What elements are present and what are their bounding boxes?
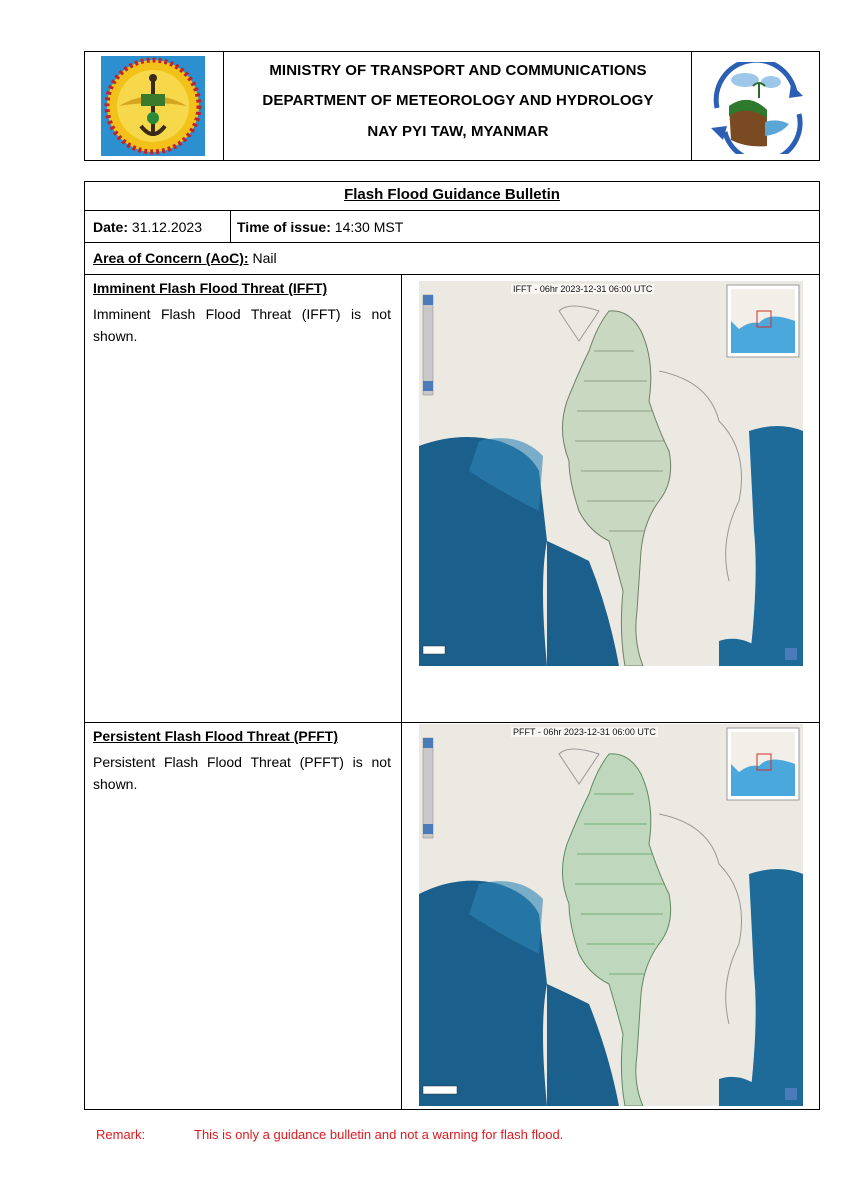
date-field <box>93 219 202 235</box>
issue-time-value: 14:30 MST <box>330 219 404 235</box>
ifft-map-caption: IFFT - 06hr 2023-12-31 06:00 UTC <box>513 284 653 294</box>
issue-time-label: Time of issue: <box>237 219 331 235</box>
pfft-map <box>419 724 803 1106</box>
issue-time-field <box>237 219 403 235</box>
remark <box>96 1127 563 1142</box>
ifft-description: Imminent Flash Flood Threat (IFFT) is not shown. <box>93 306 391 344</box>
remark-label: Remark: <box>96 1127 146 1142</box>
area-of-concern <box>93 250 277 266</box>
aoc-value: Nail <box>248 250 277 266</box>
date-value: 31.12.2023 <box>128 219 202 235</box>
date-label: Date: <box>93 219 129 235</box>
remark-text: This is only a guidance bulletin and not a warning for flash flood. <box>194 1127 564 1142</box>
pfft-description: Persistent Flash Flood Threat (PFFT) is not shown. <box>93 754 391 792</box>
department-name: DEPARTMENT OF METEOROLOGY AND HYDROLOGY <box>262 92 654 109</box>
ministry-name: MINISTRY OF TRANSPORT AND COMMUNICATIONS <box>269 62 647 79</box>
dmh-logo-icon <box>703 62 813 154</box>
header-box <box>84 51 820 161</box>
pfft-map-caption: PFFT - 06hr 2023-12-31 06:00 UTC <box>513 727 656 737</box>
ifft-map <box>419 281 803 666</box>
location-line: NAY PYI TAW, MYANMAR <box>367 123 549 140</box>
bulletin-table <box>84 181 820 1110</box>
ifft-heading: Imminent Flash Flood Threat (IFFT) <box>93 280 328 296</box>
aoc-label: Area of Concern (AoC): <box>93 250 249 266</box>
ministry-emblem-icon <box>101 56 205 156</box>
pfft-heading: Persistent Flash Flood Threat (PFFT) <box>93 728 339 744</box>
bulletin-title: Flash Flood Guidance Bulletin <box>344 186 560 203</box>
